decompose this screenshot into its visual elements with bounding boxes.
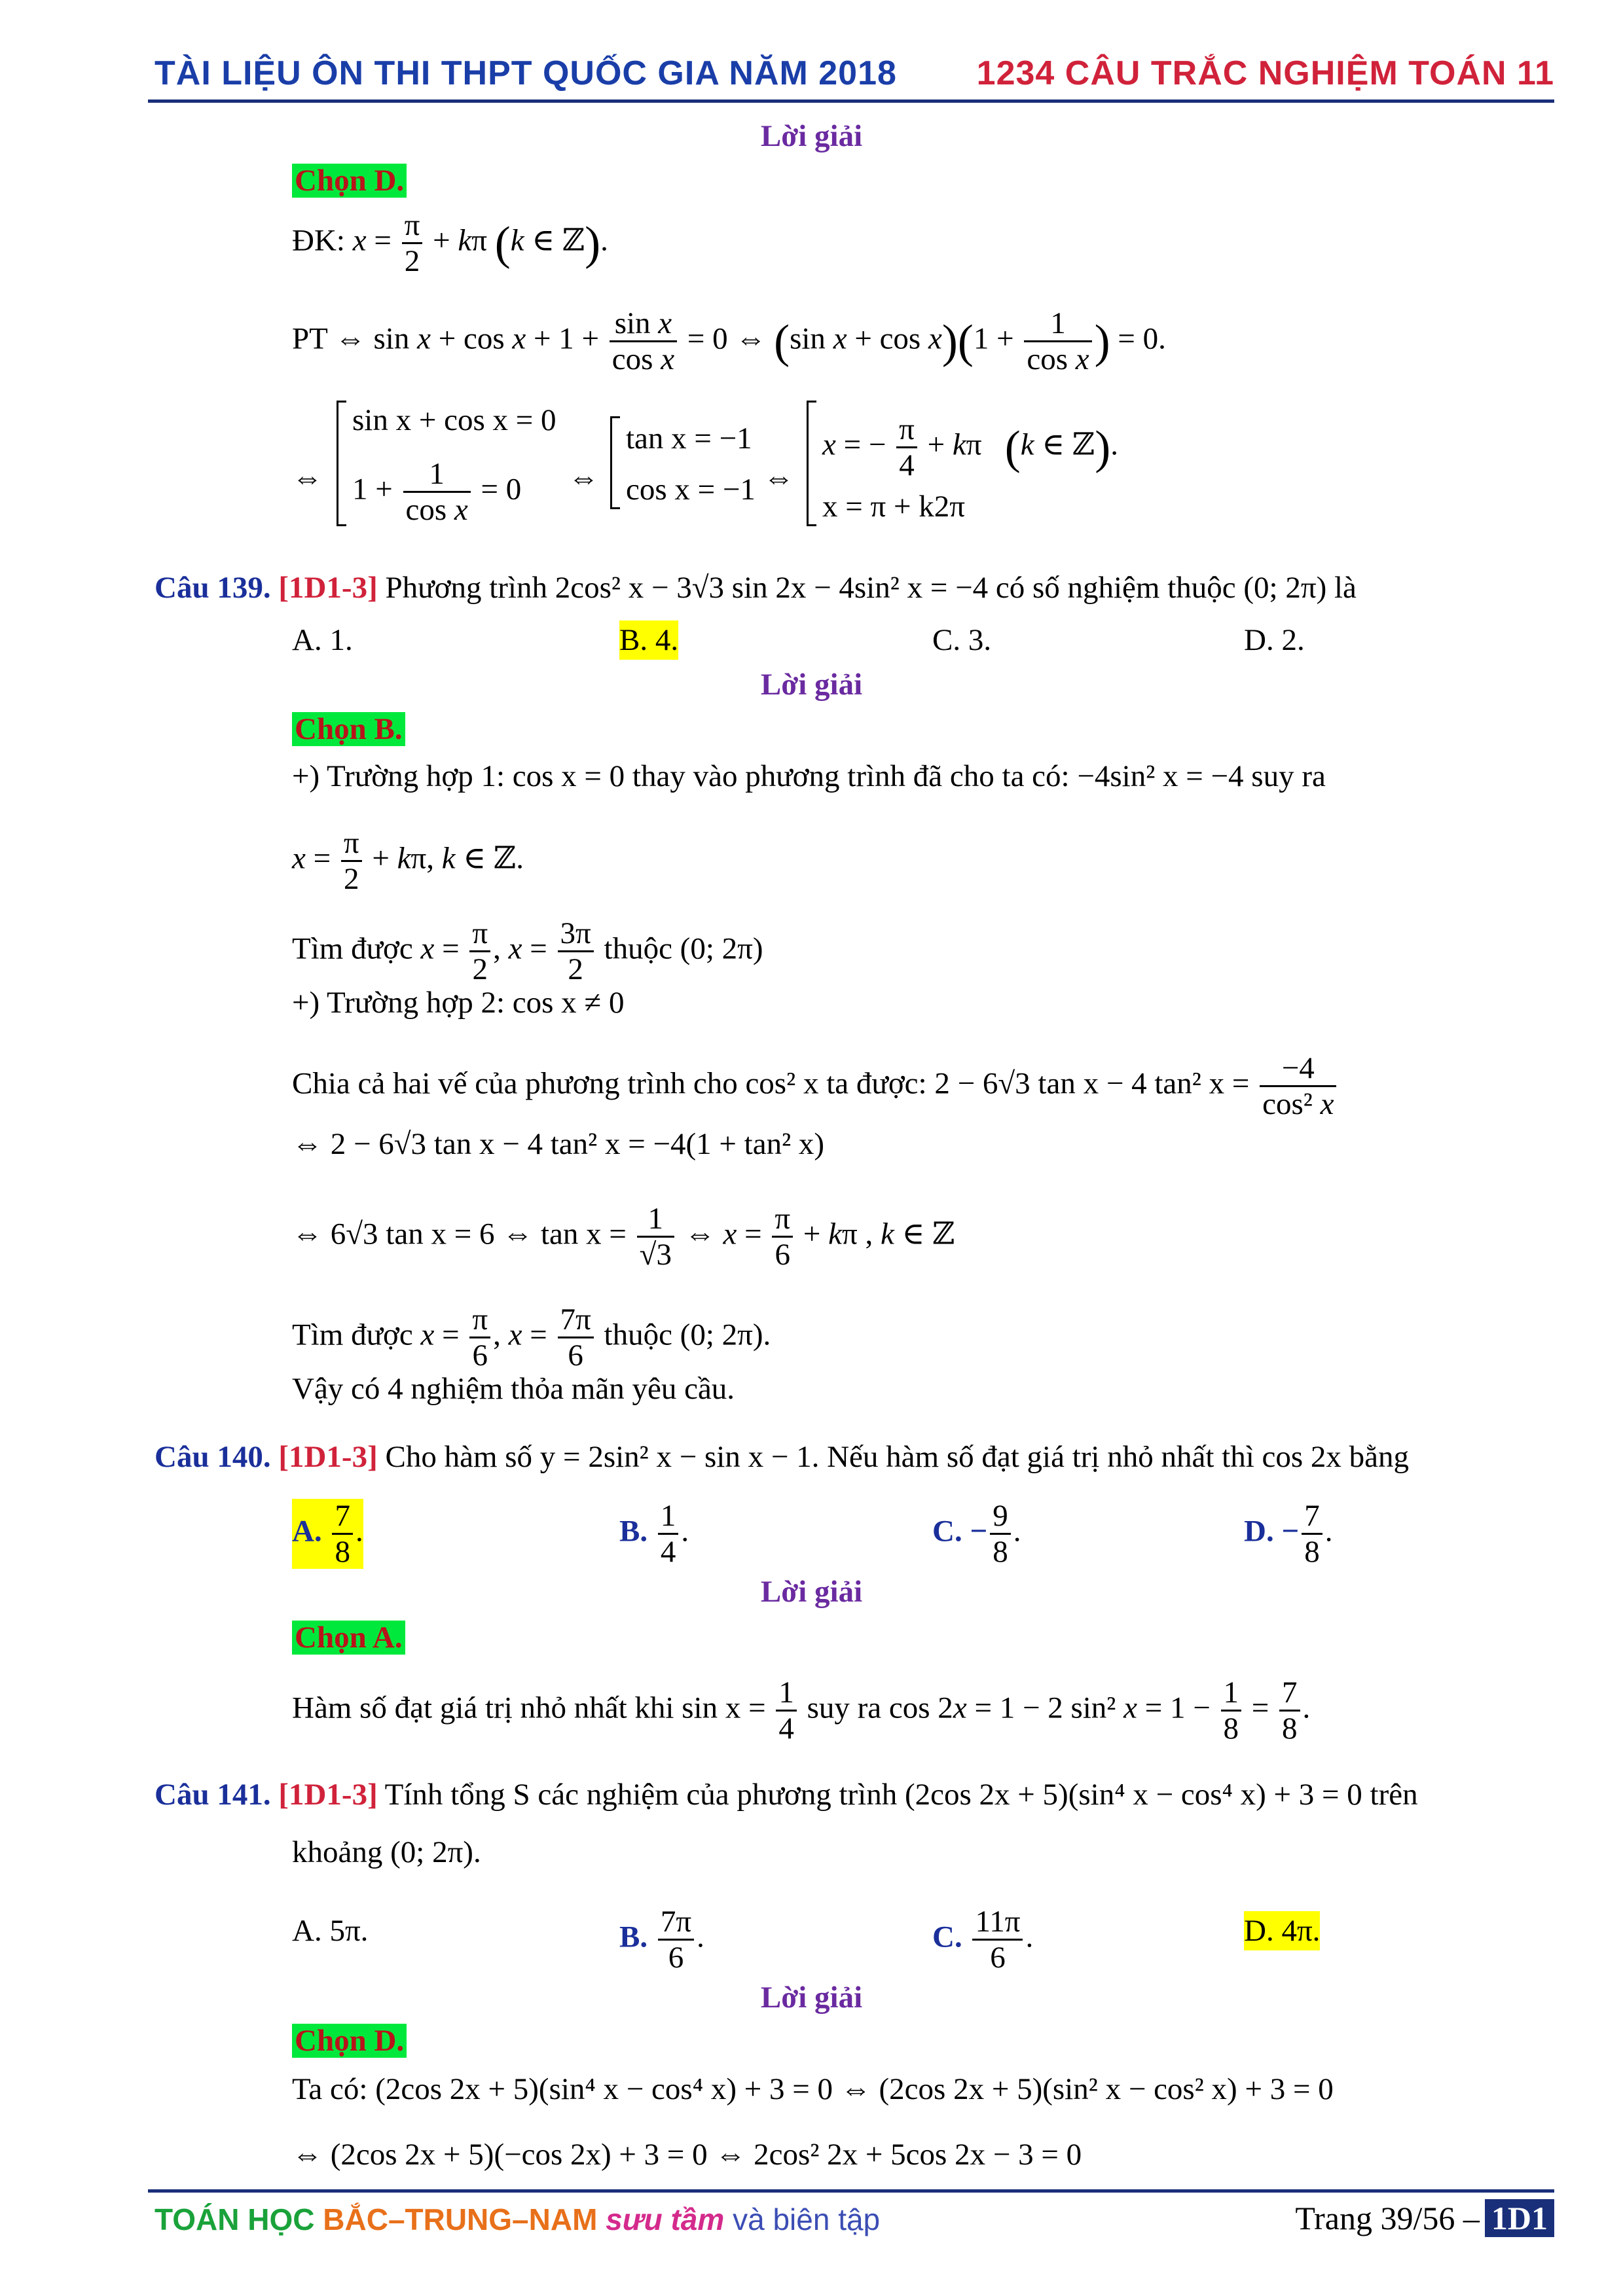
page-number: Trang 39/56 – (1295, 2200, 1480, 2236)
header-rule (148, 99, 1554, 103)
q139-found-1: Tìm được x = $\frac{\pi}{2}$ , x = $\frac{3\pi}{2}$ thuộc (0; 2π) (292, 916, 763, 986)
q140-option-c[interactable]: C. − $\frac{9}{8}$ . (932, 1499, 1021, 1569)
q141-option-b[interactable]: B. $\frac{7\pi}{6}$ . (619, 1905, 704, 1975)
q138-dk: ĐK: x = $\frac{\pi}{2}$ + kπ (k ∈ ℤ). (292, 208, 608, 278)
sys1-line2: 1 + $\frac{1}{\text{cos x}}$ = 0 (352, 457, 522, 527)
q139-option-d[interactable]: D. 2. (1244, 623, 1305, 657)
header-left: TÀI LIỆU ÔN THI THPT QUỐC GIA NĂM 2018 (155, 54, 897, 92)
q139-divide: Chia cả hai vế của phương trình cho cos² x ta được: 2 − 6√3 tan x − 4 tan² x = $\frac{-4}{\text{cos² x}}$ (292, 1051, 1339, 1121)
q139-option-c[interactable]: C. 3. (932, 623, 992, 657)
q138-pt: PT ⇔ sin x + cos x + 1 + $\frac{\text{sin x}}{\text{cos x}}$ = 0 ⇔ (sin x + cos x)(1 + $\frac{1}{\text{cos x}}$ ) = 0. (292, 306, 1166, 376)
chon-141: Chọn D. (292, 2021, 407, 2060)
q140-option-b[interactable]: B. $\frac{1}{4}$ . (619, 1499, 689, 1569)
chon-140: Chọn A. (292, 1618, 405, 1657)
sys2-line1: tan x = −1 (626, 422, 752, 456)
chon-139: Chọn B. (292, 709, 405, 749)
q141-option-d[interactable]: D. 4π. (1244, 1911, 1320, 1950)
q141-stem: Câu 141. [1D1-3] Tính tổng S các nghiệm của phương trình (2cos 2x + 5)(sin⁴ x − cos⁴ x) + 3 = 0 trên (155, 1778, 1418, 1812)
q139-option-a[interactable]: A. 1. (292, 623, 353, 657)
sys3-line1: x = − $\frac{\pi}{4}$ + kπ (k ∈ ℤ). (822, 412, 1118, 482)
q140-option-a[interactable]: A. $\frac{7}{8}$ . (292, 1499, 363, 1569)
q141-option-a[interactable]: A. 5π. (292, 1914, 369, 1948)
q140-solution: Hàm số đạt giá trị nhỏ nhất khi sin x = $\frac{1}{4}$ suy ra cos 2x = 1 − 2 sin² x = 1 − $\frac{1}{8}$ = $\frac{7}{8}$ . (292, 1676, 1311, 1746)
equiv-3: ⇔ (763, 461, 794, 495)
q139-stem: Câu 139. [1D1-3] Phương trình 2cos² x − 3√3 sin 2x − 4sin² x = −4 có số nghiệm thuộc (0; 2π) là (155, 571, 1357, 605)
q141-sol-1: Ta có: (2cos 2x + 5)(sin⁴ x − cos⁴ x) + 3 = 0 ⇔ (2cos 2x + 5)(sin² x − cos² x) + 3 = 0 (292, 2072, 1334, 2106)
bracket-1 (337, 401, 346, 526)
bracket-2 (610, 416, 620, 509)
equiv-2: ⇔ (568, 461, 599, 495)
q139-found-2: Tìm được x = $\frac{\pi}{6}$ , x = $\frac{7\pi}{6}$ thuộc (0; 2π). (292, 1302, 771, 1372)
header-right: 1234 CÂU TRẮC NGHIỆM TOÁN 11 (976, 54, 1554, 92)
loigiai-138: Lời giải (760, 119, 863, 153)
q141-sol-2: ⇔ (2cos 2x + 5)(−cos 2x) + 3 = 0 ⇔ 2cos² 2x + 5cos 2x − 3 = 0 (292, 2138, 1082, 2172)
q139-equiv-1: ⇔ 2 − 6√3 tan x − 4 tan² x = −4(1 + tan² x) (292, 1127, 825, 1161)
loigiai-140: Lời giải (760, 1575, 863, 1609)
footer-left: TOÁN HỌC BẮC–TRUNG–NAM sưu tầm và biên tập (155, 2202, 881, 2236)
footer-rule (148, 2189, 1554, 2193)
q140-stem: Câu 140. [1D1-3] Cho hàm số y = 2sin² x − sin x − 1. Nếu hàm số đạt giá trị nhỏ nhất thì cos 2x bằng (155, 1440, 1410, 1474)
q139-equiv-2: ⇔ 6√3 tan x = 6 ⇔ tan x = $\frac{1}{√3}$ ⇔ x = $\frac{\pi}{6}$ + kπ , k ∈ ℤ (292, 1202, 955, 1272)
loigiai-141: Lời giải (760, 1981, 863, 2015)
sys3-line2: x = π + k2π (822, 490, 965, 524)
loigiai-139: Lời giải (760, 668, 863, 702)
sys2-line2: cos x = −1 (626, 473, 756, 507)
sys1-line1: sin x + cos x = 0 (352, 403, 556, 437)
q139-conclusion: Vậy có 4 nghiệm thỏa mãn yêu cầu. (292, 1372, 735, 1406)
equiv-1: ⇔ (292, 461, 323, 495)
chapter-code: 1D1 (1485, 2199, 1554, 2237)
q139-case1-result: x = $\frac{\pi}{2}$ + kπ, k ∈ ℤ. (292, 826, 524, 896)
footer-right (1295, 2199, 1554, 2237)
q139-option-b[interactable]: B. 4. (619, 620, 678, 660)
q141-stem-2: khoảng (0; 2π). (292, 1835, 481, 1869)
q139-case2: +) Trường hợp 2: cos x ≠ 0 (292, 986, 625, 1020)
q141-option-c[interactable]: C. $\frac{11\pi}{6}$ . (932, 1905, 1034, 1975)
chon-138: Chọn D. (292, 161, 407, 200)
q140-option-d[interactable]: D. − $\frac{7}{8}$ . (1244, 1499, 1333, 1569)
q139-case1: +) Trường hợp 1: cos x = 0 thay vào phương trình đã cho ta có: −4sin² x = −4 suy ra (292, 759, 1326, 793)
bracket-3 (807, 401, 816, 526)
